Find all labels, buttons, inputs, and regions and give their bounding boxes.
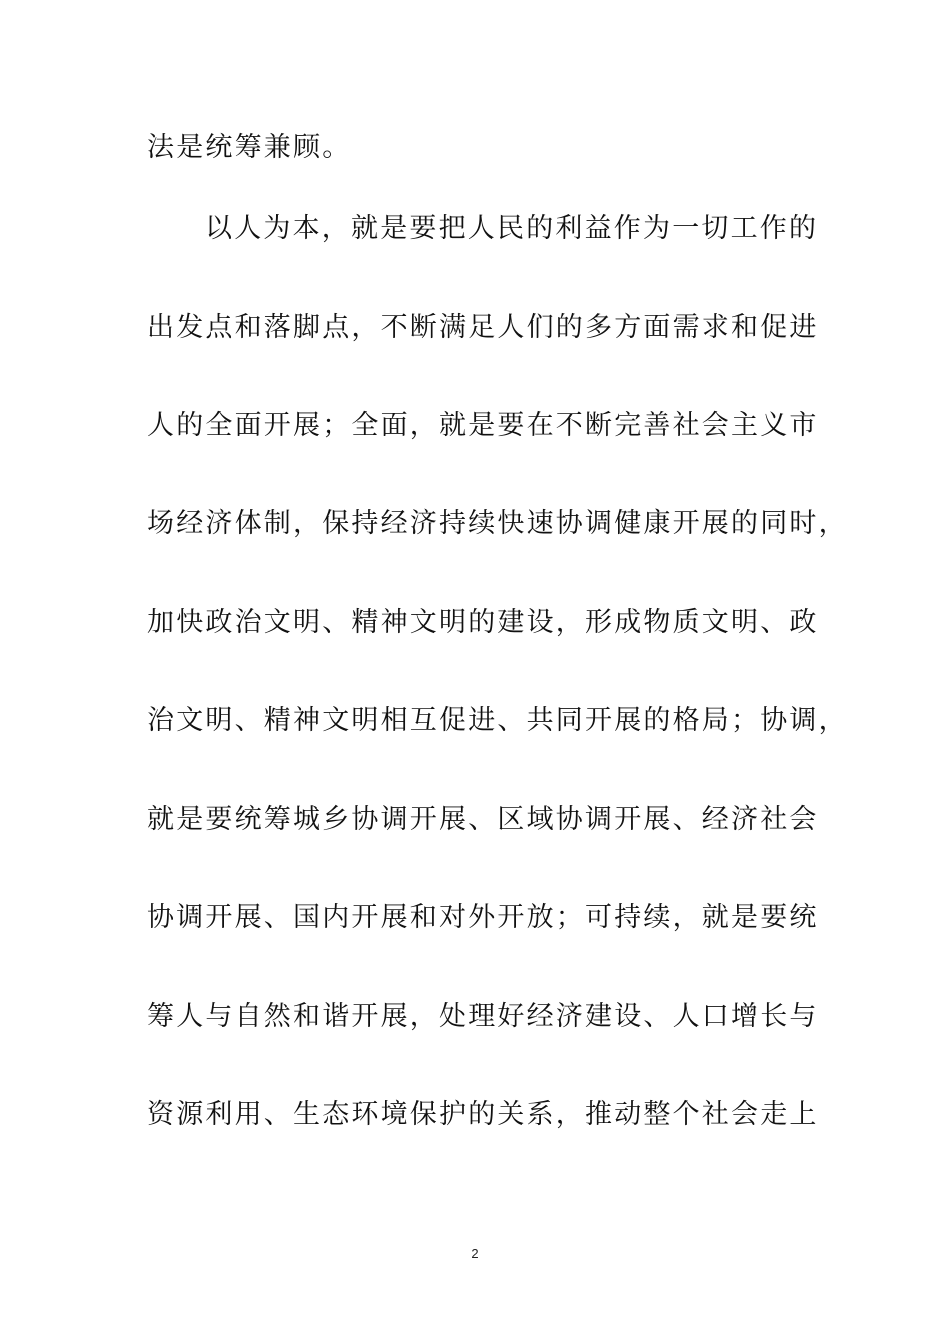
text-line: 加快政治文明、精神文明的建设，形成物质文明、政 [147,607,819,638]
text-line: 协调开展、国内开展和对外开放；可持续，就是要统 [147,902,819,933]
text-line: 法是统筹兼顾。 [147,132,352,163]
text-line: 筹人与自然和谐开展，处理好经济建设、人口增长与 [147,1001,819,1032]
text-line: 就是要统筹城乡协调开展、区域协调开展、经济社会 [147,804,819,835]
text-line: 资源利用、生态环境保护的关系，推动整个社会走上 [147,1099,819,1130]
paragraph-first-line: 以人为本，就是要把人民的利益作为一切工作的 [205,213,819,244]
text-line: 治文明、精神文明相互促进、共同开展的格局；协调， [147,705,848,736]
page-number: 2 [471,1246,479,1261]
text-line: 场经济体制，保持经济持续快速协调健康开展的同时， [147,508,848,539]
text-line: 人的全面开展；全面，就是要在不断完善社会主义市 [147,410,819,441]
text-line: 出发点和落脚点，不断满足人们的多方面需求和促进 [147,312,819,343]
